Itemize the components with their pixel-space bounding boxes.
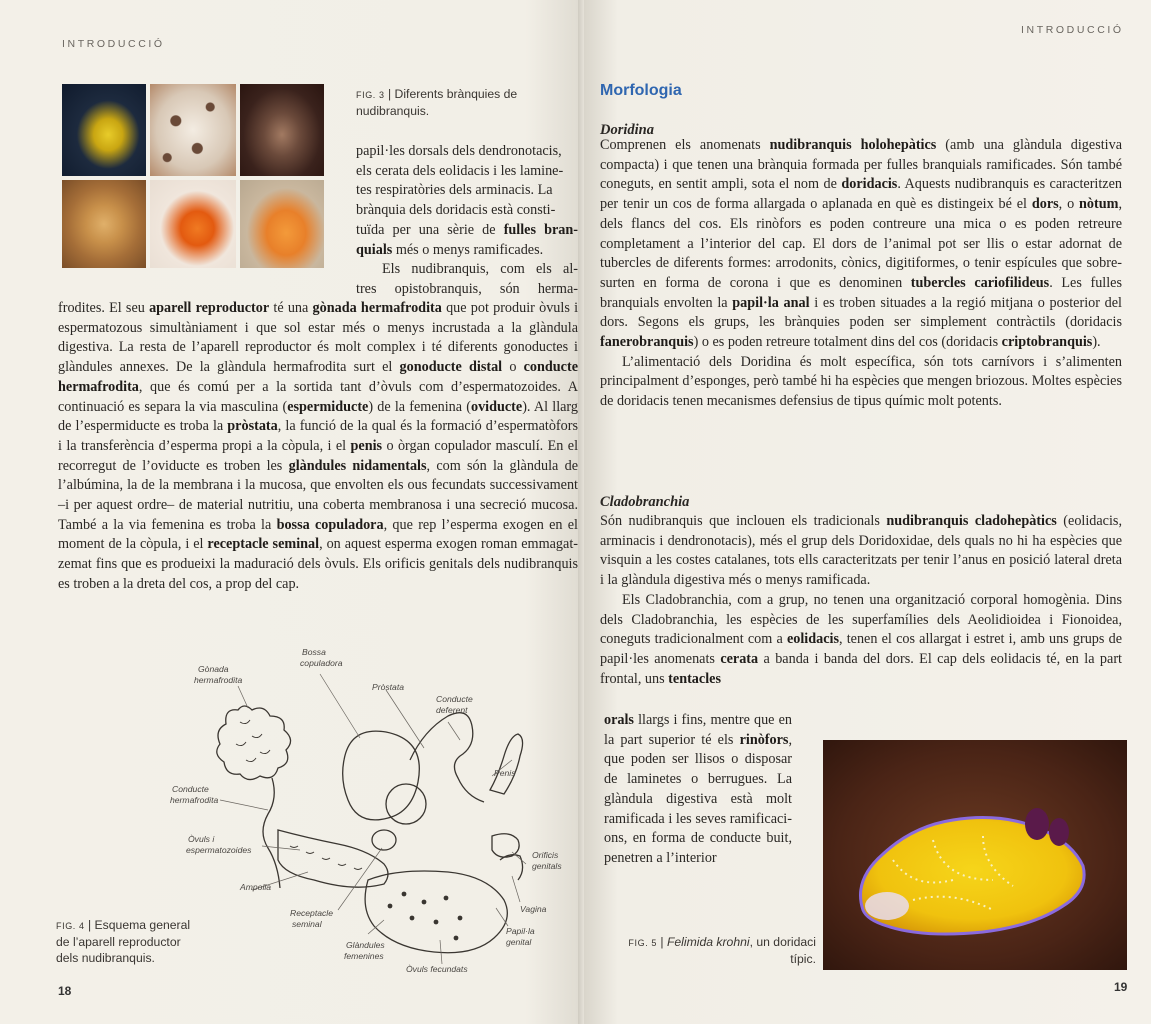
body-span: , la funció de la qual és la formació d’espermatòfors i la transferència d’esperma propi a la còpula, i el — [58, 418, 578, 454]
right-page — [584, 0, 1151, 1024]
term-orals: orals — [604, 712, 634, 728]
photo-yellow-nudibranch — [62, 84, 146, 176]
col-line: brànquia dels doridacis està consti- — [356, 202, 556, 219]
running-head-right: INTRODUCCIÓ — [1021, 24, 1124, 36]
female-gland — [365, 871, 507, 953]
photo-felimida-krohni — [823, 740, 1127, 970]
gonad-shape — [217, 706, 291, 780]
svg-text:Òvuls iespermatozoides — [186, 834, 252, 855]
fig4-text: | Esquema general de l’aparell reproductor dels nudibranquis. — [56, 918, 191, 965]
fig4-label: FIG. 4 — [56, 921, 85, 931]
narrow-column-text — [604, 711, 792, 869]
genital-papilla — [492, 834, 519, 857]
term-cladohepatics: nudibranquis cladohepàtics — [886, 513, 1057, 529]
body-span: i es troben situades a la regió mitjana o posterior del dors. Segons els grups, les brànquies poden ser simplement contràctils (doridacis — [600, 294, 1122, 331]
lbl-papil: Papil·la — [506, 926, 535, 936]
body-span: . Les fulles branquials envolten la — [600, 274, 1122, 311]
body-span: , que poden ser llisos o disposar de laminetes o berrugues. La glàndula digestiva està molt ramificada i les seves ramificacions, en forma de conducte buit, penetren a l’interior — [604, 731, 792, 866]
term-penis: penis — [350, 437, 383, 454]
lbl-glandules: Glàndules — [346, 940, 385, 950]
leader-line — [496, 908, 508, 926]
cladobranchia-heading: Cladobranchia — [600, 494, 690, 510]
fig5-sep: | — [657, 935, 667, 949]
term-glandules: glàndules nidamentals — [288, 457, 427, 474]
col-line: els cerata dels eolidacis i les lamine- — [356, 162, 564, 179]
col-line: tuïda per una sèrie de — [356, 221, 496, 238]
lbl-conducte: hermafrodita — [170, 795, 219, 805]
term-bossa: bossa copuladora — [276, 516, 384, 533]
doridina-para-2: L’alimentació dels Doridina és molt específica, són tots carnívors i s’alimenten principalment d’esponges, però també hi ha espècies que mengen briozous. Moltes espècies de doridacis tenen mecanismes defensius de tipus químic molt potents. — [600, 353, 1122, 410]
photo-orange-cerata-nudibranch — [150, 180, 236, 268]
penis-shape — [490, 734, 523, 794]
lbl-receptacle: seminal — [292, 919, 322, 929]
body-span: (amb una glàndula digestiva compacta) i que tenen una brànquia formada per fulles branquials ramificades. Són també coneguts, en sentit ampli, sota el nom de — [600, 137, 1122, 193]
lbl-glandules: femenines — [344, 951, 384, 961]
fig5-label: FIG. 5 — [628, 938, 657, 948]
lbl-penis: Penis — [494, 768, 516, 778]
term-oviducte: oviducte — [470, 398, 523, 415]
lbl-papil: genital — [506, 937, 532, 947]
nudibranch-rhinophore — [1025, 808, 1049, 840]
egg-dot — [388, 904, 393, 909]
doridina-text — [600, 136, 1122, 412]
lbl-vagina: Vagina — [520, 904, 547, 914]
fig3-text: | Diferents brànquies de nudibranquis. — [356, 87, 518, 118]
body-span: o — [502, 359, 524, 376]
lbl-prostata: Pròstata — [372, 682, 405, 692]
body-span: té una — [269, 300, 313, 316]
term-cerata: cerata — [720, 650, 759, 667]
lbl-orificis: genitals — [532, 861, 562, 871]
lbl-ovuls: Òvuls i — [188, 834, 215, 844]
fig4-caption — [56, 917, 206, 966]
lbl-deferent: deferent — [436, 705, 468, 715]
egg-dot — [444, 896, 449, 901]
body-span: , tenen el cos allargat i estret i, amb uns grups de papil·les anomenats — [600, 631, 1122, 667]
svg-text:Papil·lagenital — [506, 926, 535, 947]
egg-dot — [422, 900, 427, 905]
svg-text:Glàndulesfemenines — [344, 940, 385, 961]
term-tubercles: tubercles cariofilideus — [910, 274, 1050, 291]
left-body-text — [58, 299, 578, 595]
leader-line — [368, 920, 384, 934]
doridina-heading: Doridina — [600, 122, 654, 138]
col-line: més o menys ramificades. — [395, 241, 544, 258]
body-span: ) de la femenina ( — [368, 398, 471, 415]
body-span: . Aquests nudibranquis es caracteritzen per tenir un cos de forma allargada o aplanada en què es distingeix bé el — [600, 176, 1122, 213]
photo-orange-texture-nudibranch — [62, 180, 146, 268]
col-bold: fulles bran- — [503, 221, 579, 238]
leader-line — [512, 852, 526, 864]
page-number-right: 19 — [1114, 980, 1128, 994]
col-line: Els nudibranquis, com els al- — [382, 261, 578, 278]
lbl-conducte: Conducte — [172, 784, 209, 794]
leader-line — [320, 674, 360, 738]
fig5-caption — [624, 934, 816, 967]
body-span: que pot produir òvuls i espermatozous simultàniament i que sol estar més o menys incrustada a la glàndula digestiva. La resta de l’aparell reproductor és molt complex i té diferents gonoductes i glàndules annexes. De la glàndula hermafrodita surt el — [58, 300, 579, 376]
term-rinofors: rinòfors — [739, 731, 789, 748]
lbl-gonada: hermafrodita — [194, 675, 243, 685]
lbl-fecundats: Òvuls fecundats — [406, 964, 468, 974]
leader-line — [338, 848, 382, 910]
body-span: , dels flancs del cos. Els rinòfors es poden contreure una mica o es poden retreure completament a l’interior del cap. El dors de l’animal pot ser llis o estar adornat de tubercles de diferents formes: arrodonits, cònics, digitiformes, o tenir espícules que sobresurten en forma de corona i que es denominen — [600, 196, 1122, 291]
prostate-coil — [410, 713, 484, 802]
term-dors: dors — [1031, 196, 1059, 213]
term-papilla-anal: papil·la anal — [732, 294, 810, 311]
cladobranchia-text — [600, 512, 1122, 689]
col-line: tres opistobranquis, són herma- — [356, 280, 578, 297]
term-aparell-reproductor: aparell reproductor — [149, 300, 270, 316]
fig3-side-column — [356, 142, 578, 300]
body-span: , com són la glàndula de l’albúmina, la de la membrana i la mucosa, que envolten els ous fecundats successivament –i per aquest ordre– de material nutritiu, una coberta membranosa i una secreció mucosa. També a la via femenina es troba la — [58, 457, 578, 533]
fig3-caption — [356, 86, 566, 119]
body-span: , o — [1058, 196, 1080, 213]
svg-text:Receptacleseminal — [290, 908, 333, 929]
term-conducte-herm: conducte hermafrodita — [58, 359, 578, 395]
body-span: , que rep l’esperma exogen en el moment de la còpula, i el — [58, 516, 578, 553]
page-number-left: 18 — [58, 984, 72, 998]
egg-dot — [458, 916, 463, 921]
photo-spotted-nudibranch — [150, 84, 236, 176]
nudibranch-gill — [865, 892, 909, 920]
body-span: (eolidacis, arminacis i dendronotacis), més el grup dels Doridoxidae, dels quals no hi ha espècies que visquin a les costes catalanes, tots ells caracteritzats per tenir l’anus en posició lateral dreta i la glàndula digestiva més o menys ramificada. — [600, 513, 1122, 589]
sperm-duct — [343, 731, 420, 820]
seminal-receptacle — [372, 830, 396, 850]
term-prostata: pròstata — [227, 418, 278, 435]
leader-line — [238, 686, 248, 708]
egg-dot — [402, 892, 407, 897]
fig5-text: , un doridaci típic. — [749, 935, 816, 966]
fig5-species: Felimida krohni — [666, 935, 750, 949]
body-span: Comprenen els anomenats — [600, 137, 770, 153]
egg-dot — [410, 916, 415, 921]
reproductive-system-diagram — [160, 640, 570, 980]
photo-orange-gill-nudibranch — [240, 180, 324, 268]
svg-text:Gònadahermafrodita — [194, 664, 242, 685]
col-line: tes respiratòries dels arminacis. La — [356, 182, 553, 199]
term-tentacles: tentacles — [668, 670, 721, 687]
body-span: , que és comú per a la sortida tant d’òvuls com d’espermatozoides. A continuació es separa la via masculina ( — [58, 378, 578, 415]
gonad-texture — [236, 720, 270, 762]
col-bold: quials — [356, 241, 393, 258]
body-span: ) o es poden retreure totalment dins del cos (doridacis — [693, 334, 1002, 351]
copulatory-bag — [386, 784, 426, 824]
svg-text:Bossacopuladora — [300, 647, 343, 668]
body-span: Són nudibranquis que inclouen els tradicionals — [600, 513, 887, 529]
term-espermiducte: espermiducte — [287, 398, 369, 415]
leader-line — [448, 722, 460, 740]
lbl-bossa: copuladora — [300, 658, 343, 668]
term-notum: nòtum — [1079, 196, 1119, 213]
egg-dot — [434, 920, 439, 925]
ampulla-texture — [290, 846, 362, 870]
body-span: a banda i banda del dors. El cap dels eolidacis té, en la part frontal, uns — [600, 650, 1122, 687]
svg-text:Conductehermafrodita — [170, 784, 218, 805]
body-span: Els Cladobranchia, com a grup, no tenen una organització corporal homogènia. Dins dels Cladobranchia, les espècies de les superfamílies dels Aeolidioidea i Fionoidea, coneguts tradicionalment com a — [600, 591, 1122, 648]
svg-text:Conductedeferent — [436, 694, 473, 715]
lbl-ovuls: espermatozoides — [186, 845, 252, 855]
lbl-gonada: Gònada — [198, 664, 229, 674]
running-head-left: INTRODUCCIÓ — [62, 38, 165, 50]
term-eolidacis: eolidacis — [786, 631, 839, 648]
term-gonoducte: gonoducte distal — [399, 359, 503, 376]
term-criptobranquis: criptobranquis — [1001, 334, 1093, 351]
lbl-orificis: Orificis — [532, 850, 559, 860]
term-receptacle: receptacle seminal — [207, 536, 320, 553]
col-line: papil·les dorsals dels dendronotacis, — [356, 143, 562, 159]
photo-brown-nudibranch — [240, 84, 324, 176]
body-span: ). — [1092, 334, 1101, 351]
lbl-ampolla: Ampolla — [240, 882, 272, 892]
leader-line — [220, 800, 268, 810]
body-span: ). Al llarg de l’espermiducte es troba la — [58, 398, 578, 435]
section-title: Morfologia — [600, 82, 682, 99]
body-span: frodites. El seu — [58, 300, 150, 316]
nudibranch-rhinophore — [1049, 818, 1069, 846]
fig3-label: FIG. 3 — [356, 90, 385, 100]
lbl-receptacle: Receptacle — [290, 908, 333, 918]
term-fanerobranquis: fanerobranquis — [600, 334, 694, 351]
svg-text:Orificisgenitals — [532, 850, 562, 871]
term-holohepatics: nudibranquis holohepàtics — [769, 137, 937, 153]
lbl-deferent: Conducte — [436, 694, 473, 704]
egg-dot — [454, 936, 459, 941]
body-span: llargs i fins, mentre que en la part superior té els — [604, 712, 792, 748]
body-span: , on aquest esperma exogen roman emmagatzemat fins que es produeixi la maduració dels òvuls. Els orificis genitals dels nudibranquis es troben a la dreta del cos, a prop del cap. — [58, 536, 578, 592]
term-doridacis: doridacis — [841, 176, 898, 193]
body-span: o òrgan copulador masculí. En el recorregut de l’oviducte es troben les — [58, 437, 579, 474]
lbl-bossa: Bossa — [302, 647, 326, 657]
term-gonada: gònada hermafrodita — [312, 300, 442, 316]
